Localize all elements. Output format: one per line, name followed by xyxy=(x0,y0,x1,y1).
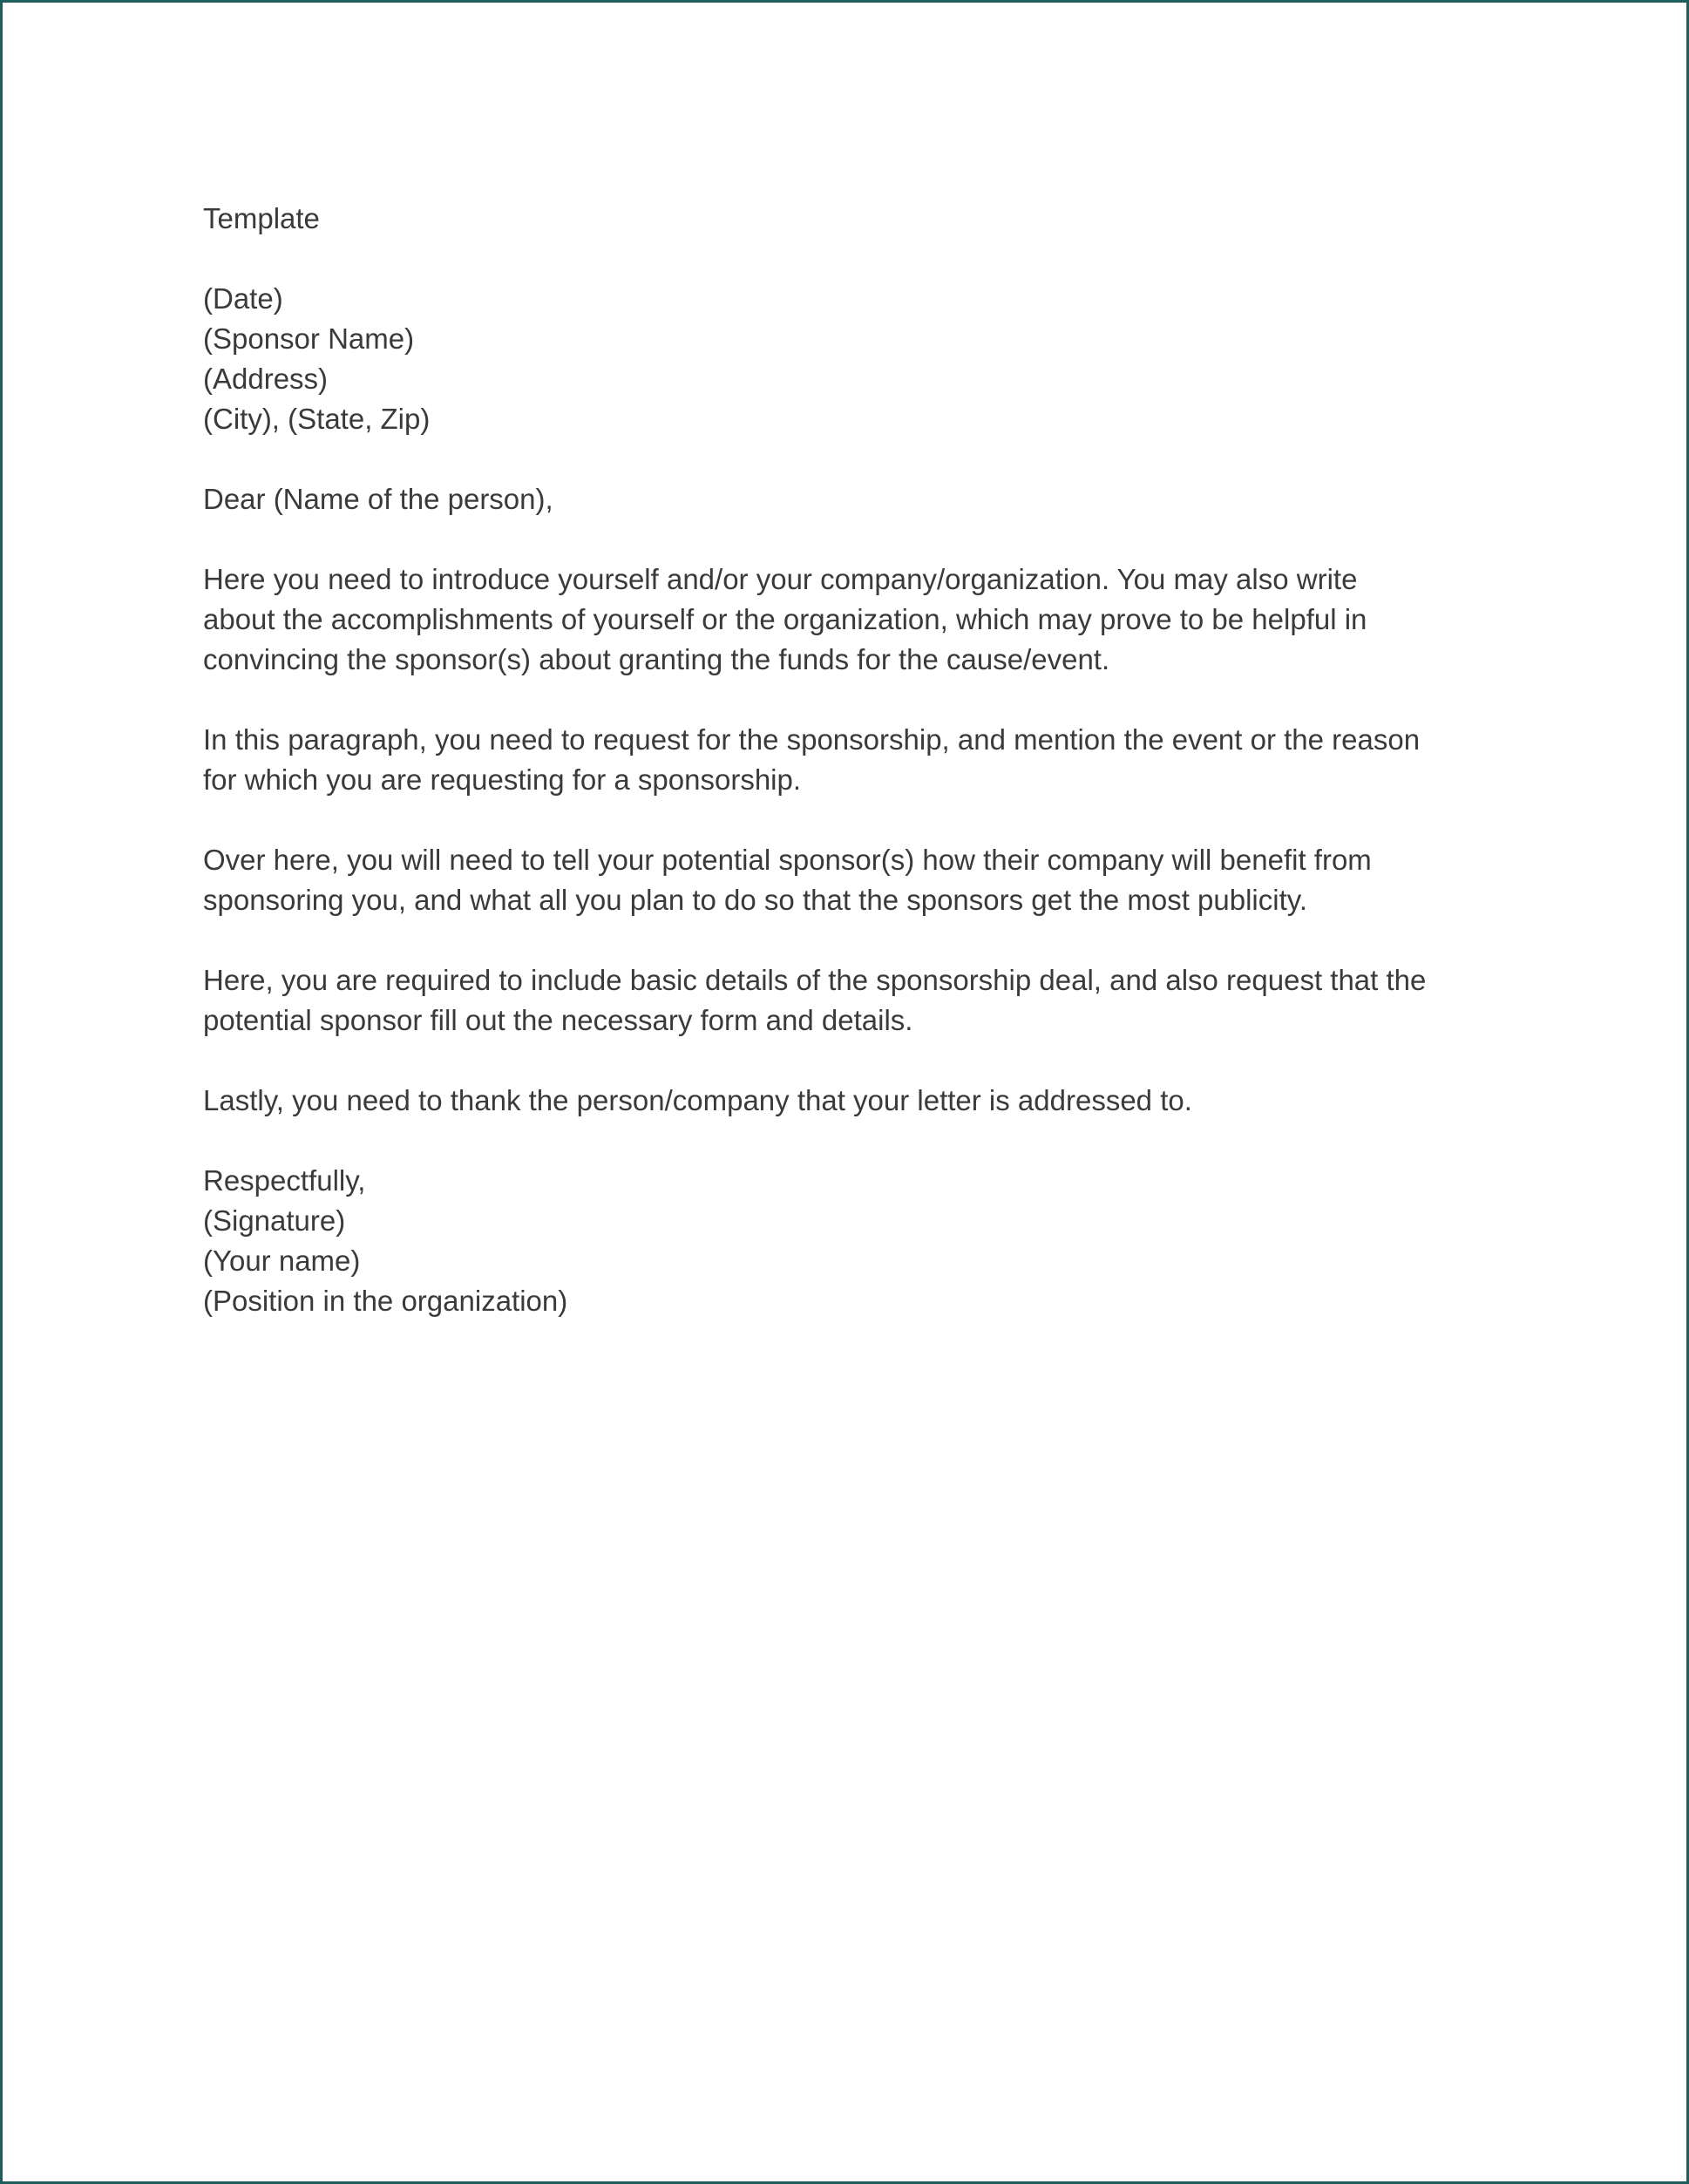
document-heading xyxy=(203,199,1528,239)
address-line-city-state-zip: (City), (State, Zip) xyxy=(203,403,431,435)
paragraph-line: Lastly, you need to thank the person/company that your letter is addressed to. xyxy=(203,1084,1192,1116)
closing-signature: (Signature) xyxy=(203,1204,346,1237)
paragraph-deal-details xyxy=(203,960,1528,1041)
letter-body xyxy=(203,199,1528,1361)
salutation-text: Dear (Name of the person), xyxy=(203,483,553,515)
paragraph-line: for which you are requesting for a sponsorship. xyxy=(203,763,802,796)
paragraph-line: Over here, you will need to tell your potential sponsor(s) how their company will benefit from xyxy=(203,844,1372,876)
paragraph-line: In this paragraph, you need to request for the sponsorship, and mention the event or the reason xyxy=(203,723,1421,756)
closing-position: (Position in the organization) xyxy=(203,1285,568,1317)
paragraph-thanks xyxy=(203,1081,1528,1121)
paragraph-benefits xyxy=(203,840,1528,920)
address-line-address: (Address) xyxy=(203,363,329,395)
address-block xyxy=(203,279,1528,439)
paragraph-line: Here, you are required to include basic details of the sponsorship deal, and also request that the xyxy=(203,964,1427,996)
address-line-date: (Date) xyxy=(203,282,283,315)
heading-text: Template xyxy=(203,202,320,234)
address-line-sponsor-name: (Sponsor Name) xyxy=(203,322,415,355)
paragraph-line: convincing the sponsor(s) about granting the funds for the cause/event. xyxy=(203,643,1110,675)
paragraph-request xyxy=(203,720,1528,800)
paragraph-line: Here you need to introduce yourself and/or your company/organization. You may also write xyxy=(203,563,1358,595)
closing-block xyxy=(203,1161,1528,1321)
paragraph-line: potential sponsor fill out the necessary form and details. xyxy=(203,1004,913,1036)
paragraph-introduction xyxy=(203,560,1528,680)
closing-your-name: (Your name) xyxy=(203,1245,361,1277)
salutation xyxy=(203,479,1528,519)
paragraph-line: sponsoring you, and what all you plan to do so that the sponsors get the most publicity. xyxy=(203,884,1307,916)
closing-respectfully: Respectfully, xyxy=(203,1164,366,1197)
paragraph-line: about the accomplishments of yourself or the organization, which may prove to be helpful in xyxy=(203,603,1367,635)
